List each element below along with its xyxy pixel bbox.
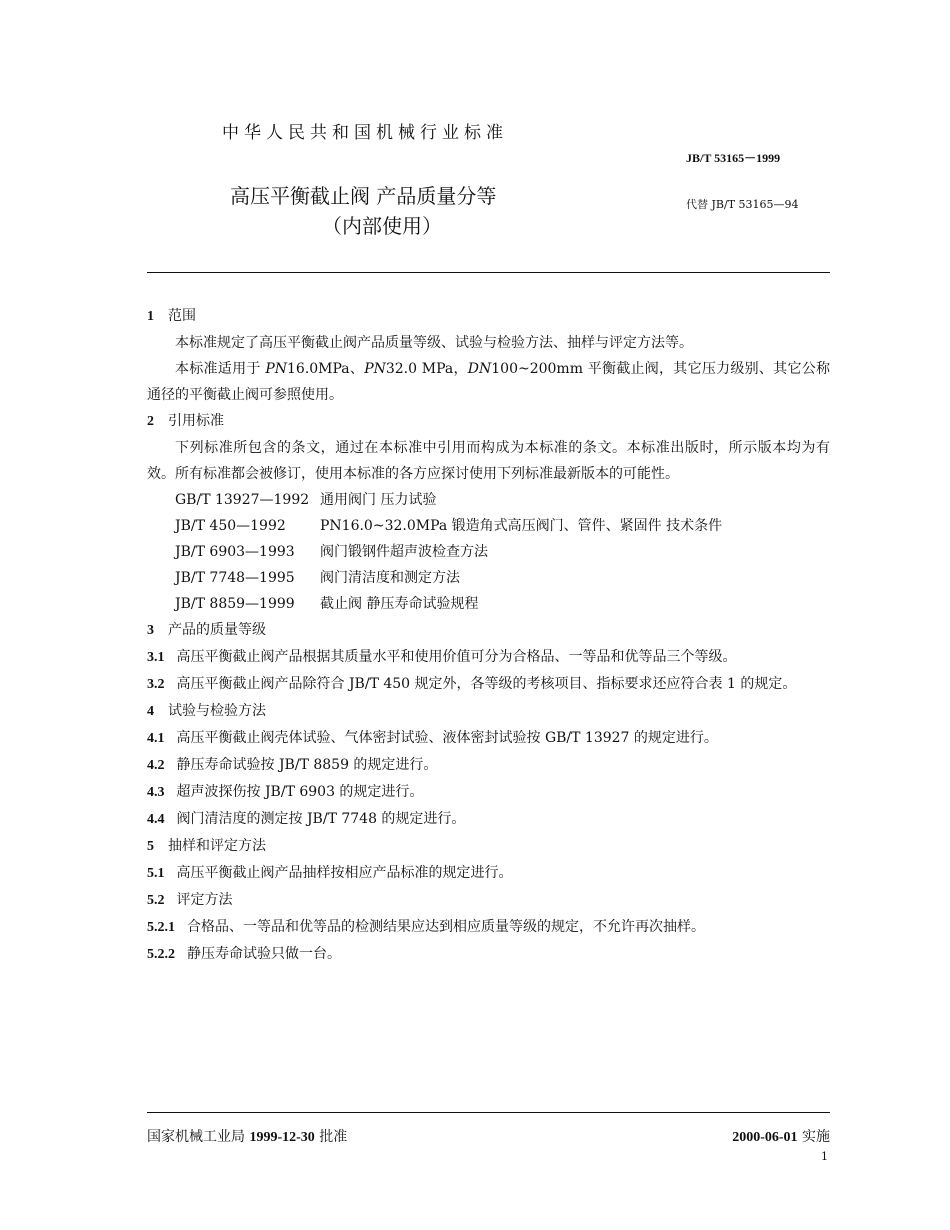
implementation-info: 2000-06-01 实施	[732, 1129, 830, 1145]
document-body	[147, 303, 830, 968]
document-title: 高压平衡截止阀 产品质量分等	[230, 184, 497, 208]
clause-5-2: 5.2 评定方法	[147, 892, 233, 908]
reference-item: GB/T 13927—1992 通用阀门 压力试验	[175, 492, 437, 508]
section-heading-1: 1 范围	[147, 308, 196, 324]
section-heading-5: 5 抽样和评定方法	[147, 838, 266, 854]
replaces-note: 代替 JB/T 53165—94	[686, 198, 799, 211]
footer-divider	[147, 1112, 830, 1113]
clause-5-2-2: 5.2.2 静压寿命试验只做一台。	[147, 946, 341, 962]
section-heading-3: 3 产品的质量等级	[147, 622, 266, 638]
clause-3-2: 3.2 高压平衡截止阀产品除符合 JB/T 450 规定外，各等级的考核项目、指标要求还应符合表 1 的规定。	[147, 676, 797, 692]
approval-info: 国家机械工业局 1999-12-30 批准	[147, 1129, 348, 1145]
reference-item: JB/T 7748—1995 阀门清洁度和测定方法	[175, 570, 460, 586]
reference-item: JB/T 8859—1999 截止阀 静压寿命试验规程	[175, 596, 479, 612]
references-intro: 下列标准所包含的条文，通过在本标准中引用而构成为本标准的条文。本标准出版时，所示版本均为有效。所有标准都会被修订，使用本标准的各方应探讨使用下列标准最新版本的可能性。	[147, 440, 830, 482]
clause-5-2-1: 5.2.1 合格品、一等品和优等品的检测结果应达到相应质量等级的规定，不允许再次抽样。	[147, 919, 705, 935]
document-subtitle: （内部使用）	[322, 214, 442, 238]
header-divider	[147, 272, 830, 273]
clause-4-3: 4.3 超声波探伤按 JB/T 6903 的规定进行。	[147, 784, 424, 800]
clause-3-1: 3.1 高压平衡截止阀产品根据其质量水平和使用价值可分为合格品、一等品和优等品三个等级。	[147, 649, 737, 665]
standard-code: JB/T 53165－1999	[686, 151, 781, 165]
reference-list	[147, 487, 830, 617]
page-number: 1	[821, 1150, 828, 1163]
reference-item: JB/T 6903—1993 阀门锻钢件超声波检查方法	[175, 544, 488, 560]
scope-paragraph-2: 本标准适用于 PN16.0MPa、PN32.0 MPa，DN100~200mm 平衡截止阀，其它压力级别、其它公称通径的平衡截止阀可参照使用。	[147, 361, 830, 403]
section-heading-2: 2 引用标准	[147, 413, 224, 429]
standard-organization: 中华人民共和国机械行业标准	[222, 123, 508, 143]
section-heading-4: 4 试验与检验方法	[147, 703, 266, 719]
clause-4-2: 4.2 静压寿命试验按 JB/T 8859 的规定进行。	[147, 757, 438, 773]
clause-5-1: 5.1 高压平衡截止阀产品抽样按相应产品标准的规定进行。	[147, 865, 513, 881]
clause-4-4: 4.4 阀门清洁度的测定按 JB/T 7748 的规定进行。	[147, 811, 466, 827]
clause-4-1: 4.1 高压平衡截止阀壳体试验、气体密封试验、液体密封试验按 GB/T 13927 的规定进行。	[147, 730, 718, 746]
reference-item: JB/T 450—1992 PN16.0~32.0MPa 锻造角式高压阀门、管件、紧固件 技术条件	[175, 518, 723, 534]
scope-paragraph-1: 本标准规定了高压平衡截止阀产品质量等级、试验与检验方法、抽样与评定方法等。	[175, 335, 693, 351]
